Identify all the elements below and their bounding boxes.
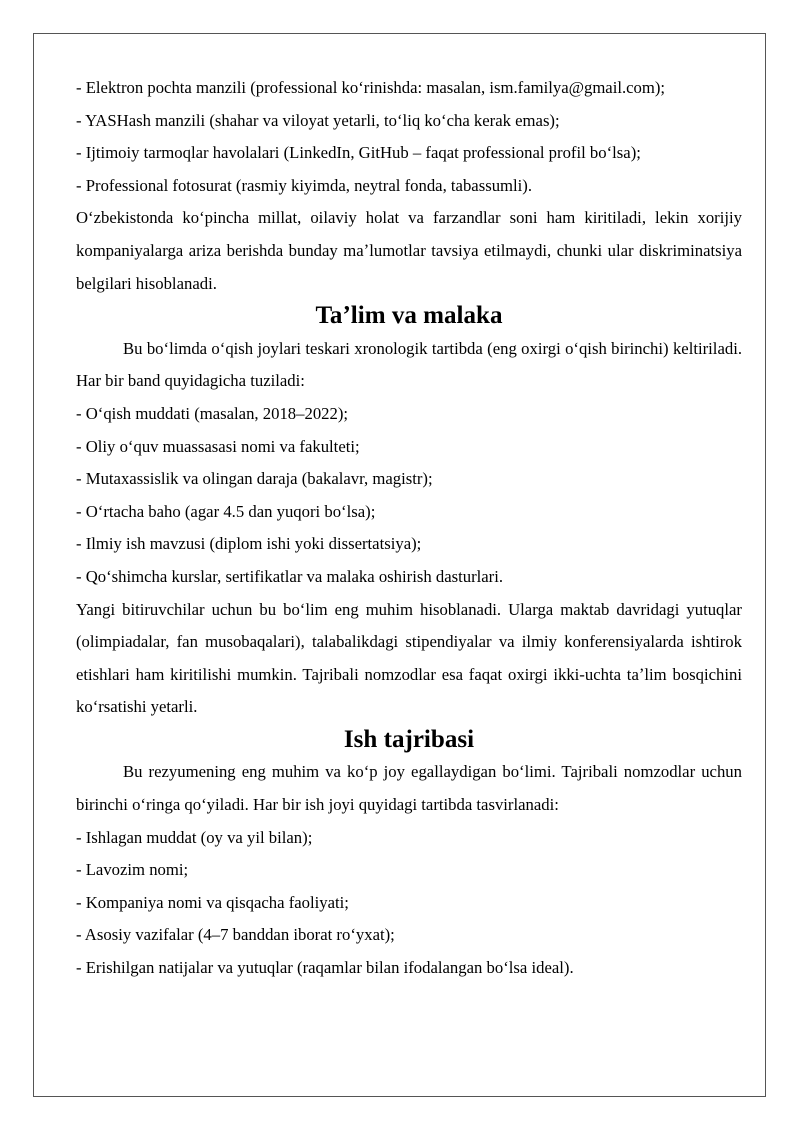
education-item-thesis: - Ilmiy ish mavzusi (diplom ishi yoki dissertatsiya); [76, 534, 422, 554]
experience-intro-paragraph: Bu rezyumening eng muhim va koʻp joy egallaydigan boʻlimi. Tajribali nomzodlar uchun birinchi oʻringa qoʻyiladi. Har bir ish joyi quyidagi tartibda tasvirlanadi: [76, 762, 742, 815]
contact-item-email: - Elektron pochta manzili (professional koʻrinishda: masalan, ism.familya@gmail.com); [76, 78, 666, 97]
contact-note-paragraph: Oʻzbekistonda koʻpincha millat, oilaviy holat va farzandlar soni ham kiritiladi, lekin xorijiy kompaniyalarga ariza berishda bunday maʼlumotlar tavsiya etilmaydi, chunki ular diskriminatsiya belgilari hisoblanadi. [76, 208, 742, 293]
experience-item-achievements: - Erishilgan natijalar va yutuqlar (raqamlar bilan ifodalangan boʻlsa ideal). [76, 958, 574, 978]
education-heading: Taʼlim va malaka [315, 302, 503, 330]
education-item-gpa: - Oʻrtacha baho (agar 4.5 dan yuqori boʻlsa); [76, 501, 376, 521]
education-intro-paragraph: Bu boʻlimda oʻqish joylari teskari xronologik tartibda (eng oxirgi oʻqish birinchi) keltiriladi. Har bir band quyidagicha tuziladi: [76, 338, 742, 391]
education-note-paragraph: Yangi bitiruvchilar uchun bu boʻlim eng muhim hisoblanadi. Ularga maktab davridagi yutuqlar (olimpiadalar, fan musobaqalari), talabalikdagi stipendiyalar va ilmiy konferensiyalarda ishtirok etishlari ham kiritilishi mumkin. Tajribali nomzodlar esa faqat oxirgi ikki-uchta taʼlim bosqichini koʻrsatishi yetarli. [76, 599, 742, 717]
contact-item-social: - Ijtimoiy tarmoqlar havolalari (LinkedIn, GitHub – faqat professional profil boʻlsa); [76, 143, 641, 163]
experience-item-company: - Kompaniya nomi va qisqacha faoliyati; [76, 892, 349, 912]
education-item-courses: - Qoʻshimcha kurslar, sertifikatlar va malaka oshirish dasturlari. [76, 566, 504, 586]
experience-item-position: - Lavozim nomi; [76, 860, 189, 880]
education-item-institution: - Oliy oʻquv muassasasi nomi va fakulteti; [76, 436, 360, 456]
contact-item-photo: - Professional fotosurat (rasmiy kiyimda, neytral fonda, tabassumli). [76, 175, 533, 195]
experience-heading: Ish tajribasi [343, 725, 475, 753]
education-item-degree: - Mutaxassislik va olingan daraja (bakalavr, magistr); [76, 469, 433, 489]
document-body [76, 72, 742, 985]
contact-item-address: - YASHash manzili (shahar va viloyat yetarli, toʻliq koʻcha kerak emas); [76, 110, 560, 130]
experience-item-duties: - Asosiy vazifalar (4–7 banddan iborat roʻyxat); [76, 925, 395, 945]
education-item-period: - Oʻqish muddati (masalan, 2018–2022); [76, 403, 349, 423]
experience-item-period: - Ishlagan muddat (oy va yil bilan); [76, 827, 313, 847]
